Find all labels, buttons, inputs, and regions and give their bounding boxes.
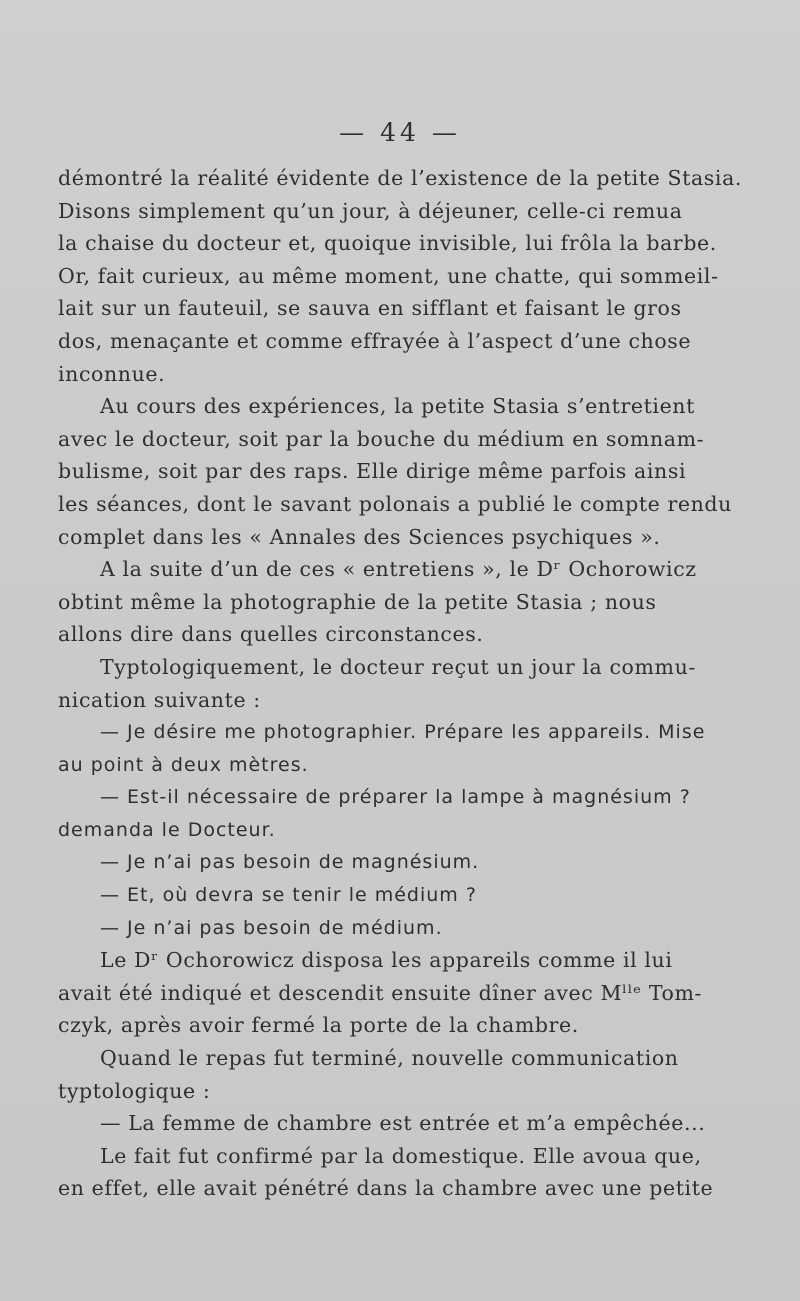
text-line: typtologique :: [58, 1078, 211, 1103]
dialog-paragraphs: [58, 716, 706, 944]
text-line: Quand le repas fut terminé, nouvelle communication: [100, 1046, 679, 1071]
paragraph: [58, 716, 706, 781]
paragraph: [58, 553, 697, 651]
text-line: Au cours des expériences, la petite Stasia s’entretient: [100, 394, 695, 419]
text-line: dos, menaçante et comme effrayée à l’aspect d’une chose: [58, 328, 692, 353]
paragraph: [58, 390, 732, 553]
text-line: Le Dʳ Ochorowicz disposa les appareils comme il lui: [100, 948, 673, 973]
paragraph: [58, 1042, 679, 1107]
page-number: — 44 —: [339, 118, 461, 147]
paragraph: [58, 651, 696, 716]
text-line: — Je n’ai pas besoin de médium.: [100, 916, 443, 939]
text-line: — Je n’ai pas besoin de magnésium.: [100, 851, 480, 874]
paragraph: [58, 879, 656, 912]
paragraph: [58, 1140, 714, 1205]
text-line: — Est-il nécessaire de préparer la lampe à magnésium ?: [100, 786, 691, 809]
text-line: nication suivante :: [58, 687, 261, 712]
text-line: lait sur un fauteuil, se sauva en sifflant et faisant le gros: [58, 296, 682, 321]
text-line: démontré la réalité évidente de l’existence de la petite Stasia.: [58, 166, 743, 190]
paragraph: [58, 1107, 706, 1140]
text-line: les séances, dont le savant polonais a publié le compte rendu: [58, 491, 732, 516]
text-line: allons dire dans quelles circonstances.: [58, 622, 484, 647]
text-line: czyk, après avoir fermé la porte de la chambre.: [58, 1013, 579, 1038]
text-line: au point à deux mètres.: [58, 753, 309, 776]
text-line: Or, fait curieux, au même moment, une chatte, qui sommeil-: [58, 263, 719, 288]
text-line: avec le docteur, soit par la bouche du médium en somnam-: [58, 426, 705, 451]
text-line: complet dans les « Annales des Sciences psychiques ».: [58, 524, 661, 549]
text-line: Typtologiquement, le docteur reçut un jour la commu-: [100, 654, 696, 679]
text-line: bulisme, soit par des raps. Elle dirige même parfois ainsi: [58, 459, 687, 484]
text-line: — Je désire me photographier. Prépare les appareils. Mise: [100, 721, 706, 744]
paragraph: [58, 162, 743, 390]
text-line: la chaise du docteur et, quoique invisible, lui frôla la barbe.: [58, 231, 717, 256]
text-line: demanda le Docteur.: [58, 818, 276, 841]
narrative-paragraphs: [58, 162, 743, 716]
text-line: obtint même la photographie de la petite Stasia ; nous: [58, 589, 657, 614]
paragraph: [58, 912, 656, 945]
closing-paragraphs: [58, 944, 714, 1205]
body-text: [58, 162, 743, 1205]
paragraph: [58, 944, 703, 1042]
text-line: Disons simplement qu’un jour, à déjeuner, celle-ci remua: [58, 198, 683, 223]
text-line: — Et, où devra se tenir le médium ?: [100, 884, 477, 907]
paragraph: [58, 846, 656, 879]
text-line: avait été indiqué et descendit ensuite dîner avec Mˡˡᵉ Tom-: [58, 980, 703, 1005]
text-line: en effet, elle avait pénétré dans la chambre avec une petite: [58, 1176, 714, 1201]
text-line: — La femme de chambre est entrée et m’a empêchée...: [100, 1111, 706, 1136]
text-line: Le fait fut confirmé par la domestique. Elle avoua que,: [100, 1143, 702, 1168]
text-line: inconnue.: [58, 361, 166, 386]
paragraph: [58, 781, 691, 846]
text-line: A la suite d’un de ces « entretiens », le Dʳ Ochorowicz: [100, 557, 697, 582]
